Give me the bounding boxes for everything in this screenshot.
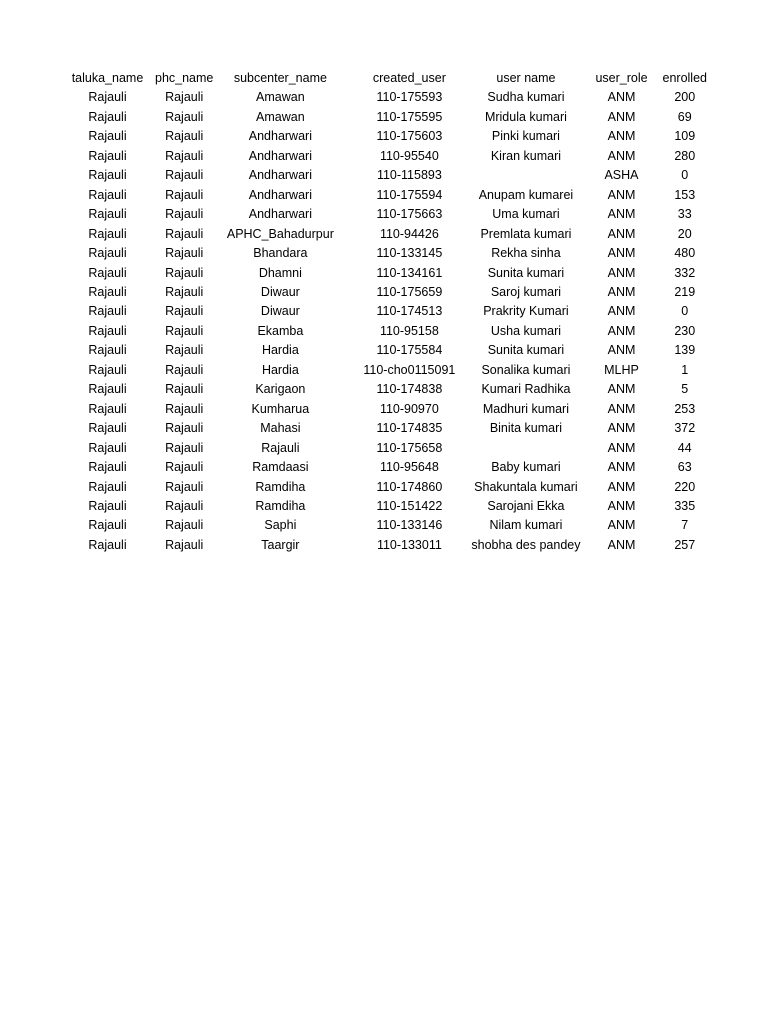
user-name-cell: Uma kumari	[492, 207, 560, 222]
taluka-name-cell: Rajauli	[88, 90, 127, 105]
created-user-cell: 110-151422	[376, 498, 443, 513]
taluka-name-cell: Rajauli	[88, 401, 127, 416]
subcenter-name-cell: Diwaur	[260, 284, 300, 299]
table-row	[60, 439, 707, 458]
created-user-cell: 110-175593	[376, 90, 443, 105]
created-user-cell: 110-174838	[376, 382, 443, 397]
user-role-cell: ASHA	[604, 168, 639, 183]
phc-name-cell: Rajauli	[165, 148, 204, 163]
enrolled-cell: 69	[677, 109, 692, 124]
user-role-cell: ANM	[607, 323, 636, 338]
phc-name-cell: Rajauli	[165, 498, 204, 513]
taluka-name-cell: Rajauli	[88, 187, 127, 202]
phc-name-cell: Rajauli	[165, 246, 204, 261]
user-role-cell: ANM	[607, 304, 636, 319]
taluka-name-cell: Rajauli	[88, 168, 127, 183]
taluka-name-cell: Rajauli	[88, 284, 127, 299]
user-name-cell: Saroj kumari	[490, 284, 562, 299]
taluka-name-cell: Rajauli	[88, 226, 127, 241]
table-header-row	[60, 69, 707, 88]
user-name-cell	[471, 439, 580, 458]
created-user-cell: 110-175584	[376, 343, 443, 358]
column-header-enrolled: enrolled	[662, 71, 707, 85]
enrolled-cell: 63	[677, 460, 692, 475]
enrolled-cell: 33	[677, 207, 692, 222]
subcenter-name-cell: Rajauli	[261, 440, 300, 455]
taluka-name-cell: Rajauli	[88, 518, 127, 533]
phc-name-cell: Rajauli	[165, 187, 204, 202]
user-role-cell: ANM	[607, 129, 636, 144]
enrolled-cell: 253	[674, 401, 696, 416]
user-name-cell: Shakuntala kumari	[474, 479, 578, 494]
user-name-cell: Rekha sinha	[491, 246, 561, 261]
phc-name-cell: Rajauli	[165, 109, 204, 124]
created-user-cell: 110-133011	[376, 537, 442, 552]
user-role-cell: ANM	[607, 187, 636, 202]
table-row	[60, 322, 707, 341]
created-user-cell: 110-175659	[376, 284, 443, 299]
enrolled-cell: 7	[681, 518, 689, 533]
taluka-name-cell: Rajauli	[88, 304, 127, 319]
subcenter-name-cell: Mahasi	[260, 421, 301, 436]
subcenter-name-cell: Andharwari	[248, 187, 312, 202]
document-page	[60, 69, 707, 555]
table-row	[60, 400, 707, 419]
table-row	[60, 283, 707, 302]
enrolled-cell: 257	[674, 537, 696, 552]
table-row	[60, 302, 707, 321]
enrolled-cell: 0	[681, 304, 689, 319]
user-role-cell: ANM	[607, 401, 636, 416]
column-header-taluka-name: taluka_name	[71, 71, 144, 85]
user-name-cell	[471, 166, 580, 185]
column-header-user-role: user_role	[595, 71, 648, 85]
user-role-cell: ANM	[607, 382, 636, 397]
taluka-name-cell: Rajauli	[88, 323, 127, 338]
user-name-cell: Binita kumari	[489, 421, 563, 436]
phc-name-cell: Rajauli	[165, 284, 204, 299]
created-user-cell: 110-174513	[376, 304, 443, 319]
taluka-name-cell: Rajauli	[88, 537, 127, 552]
user-name-cell: Sonalika kumari	[481, 362, 571, 377]
user-role-cell: ANM	[607, 90, 636, 105]
user-name-cell: Usha kumari	[490, 323, 562, 338]
user-name-cell: Madhuri kumari	[482, 401, 569, 416]
column-header-user-name: user name	[496, 71, 556, 85]
table-row	[60, 341, 707, 360]
user-name-cell: Nilam kumari	[489, 518, 563, 533]
created-user-cell: 110-95540	[379, 148, 439, 163]
user-role-cell: ANM	[607, 440, 636, 455]
subcenter-name-cell: Ramdiha	[255, 479, 306, 494]
enrolled-cell: 480	[674, 246, 696, 261]
data-table	[60, 69, 707, 555]
user-name-cell: Anupam kumarei	[478, 187, 574, 202]
subcenter-name-cell: Karigaon	[255, 382, 306, 397]
user-role-cell: ANM	[607, 537, 636, 552]
user-name-cell: shobha des pandey	[471, 537, 581, 552]
created-user-cell: 110-175595	[376, 109, 443, 124]
phc-name-cell: Rajauli	[165, 382, 204, 397]
table-row	[60, 205, 707, 224]
subcenter-name-cell: Taargir	[261, 537, 300, 552]
phc-name-cell: Rajauli	[165, 207, 204, 222]
created-user-cell: 110-175594	[376, 187, 443, 202]
subcenter-name-cell: Diwaur	[260, 304, 300, 319]
enrolled-cell: 230	[674, 323, 696, 338]
enrolled-cell: 219	[674, 284, 696, 299]
phc-name-cell: Rajauli	[165, 304, 204, 319]
phc-name-cell: Rajauli	[165, 460, 204, 475]
taluka-name-cell: Rajauli	[88, 265, 127, 280]
enrolled-cell: 335	[674, 498, 696, 513]
column-header-subcenter-name: subcenter_name	[233, 71, 327, 85]
phc-name-cell: Rajauli	[165, 401, 204, 416]
subcenter-name-cell: Andharwari	[248, 207, 312, 222]
table-row	[60, 361, 707, 380]
table-row	[60, 166, 707, 185]
table-row	[60, 536, 707, 555]
created-user-cell: 110-175658	[376, 440, 443, 455]
taluka-name-cell: Rajauli	[88, 421, 127, 436]
user-name-cell: Kiran kumari	[490, 148, 562, 163]
created-user-cell: 110-90970	[379, 401, 439, 416]
user-role-cell: ANM	[607, 207, 636, 222]
subcenter-name-cell: Hardia	[261, 362, 299, 377]
user-name-cell: Sudha kumari	[487, 90, 565, 105]
taluka-name-cell: Rajauli	[88, 129, 127, 144]
phc-name-cell: Rajauli	[165, 537, 204, 552]
phc-name-cell: Rajauli	[165, 90, 204, 105]
column-header-phc-name: phc_name	[155, 71, 214, 85]
created-user-cell: 110-95648	[379, 460, 439, 475]
subcenter-name-cell: APHC_Bahadurpur	[226, 226, 334, 241]
subcenter-name-cell: Andharwari	[248, 129, 312, 144]
user-role-cell: ANM	[607, 518, 636, 533]
taluka-name-cell: Rajauli	[88, 362, 127, 377]
phc-name-cell: Rajauli	[165, 421, 204, 436]
subcenter-name-cell: Amawan	[256, 90, 305, 105]
phc-name-cell: Rajauli	[165, 129, 204, 144]
user-role-cell: MLHP	[604, 362, 639, 377]
taluka-name-cell: Rajauli	[88, 498, 127, 513]
phc-name-cell: Rajauli	[165, 518, 204, 533]
enrolled-cell: 5	[681, 382, 689, 397]
enrolled-cell: 200	[674, 90, 696, 105]
user-name-cell: Sunita kumari	[487, 343, 565, 358]
taluka-name-cell: Rajauli	[88, 479, 127, 494]
user-name-cell: Premlata kumari	[480, 226, 572, 241]
phc-name-cell: Rajauli	[165, 265, 204, 280]
taluka-name-cell: Rajauli	[88, 460, 127, 475]
user-name-cell: Prakrity Kumari	[483, 304, 569, 319]
phc-name-cell: Rajauli	[165, 362, 204, 377]
table-row	[60, 380, 707, 399]
enrolled-cell: 0	[681, 168, 689, 183]
table-row	[60, 478, 707, 497]
subcenter-name-cell: Saphi	[264, 518, 297, 533]
taluka-name-cell: Rajauli	[88, 148, 127, 163]
table-row	[60, 127, 707, 146]
enrolled-cell: 109	[674, 129, 696, 144]
subcenter-name-cell: Ramdaasi	[252, 460, 309, 475]
user-role-cell: ANM	[607, 460, 636, 475]
phc-name-cell: Rajauli	[165, 168, 204, 183]
user-role-cell: ANM	[607, 421, 636, 436]
subcenter-name-cell: Andharwari	[248, 168, 312, 183]
enrolled-cell: 332	[674, 265, 696, 280]
user-name-cell: Sunita kumari	[487, 265, 565, 280]
enrolled-cell: 220	[674, 479, 696, 494]
column-header-created-user: created_user	[372, 71, 446, 85]
phc-name-cell: Rajauli	[165, 226, 204, 241]
enrolled-cell: 280	[674, 148, 696, 163]
enrolled-cell: 1	[681, 362, 689, 377]
enrolled-cell: 153	[674, 187, 696, 202]
user-role-cell: ANM	[607, 265, 636, 280]
user-name-cell: Sarojani Ekka	[487, 498, 565, 513]
table-row	[60, 419, 707, 438]
taluka-name-cell: Rajauli	[88, 246, 127, 261]
subcenter-name-cell: Hardia	[261, 343, 299, 358]
enrolled-cell: 139	[674, 343, 696, 358]
created-user-cell: 110-133145	[376, 246, 443, 261]
enrolled-cell: 372	[674, 421, 696, 436]
created-user-cell: 110-95158	[379, 323, 439, 338]
table-row	[60, 108, 707, 127]
taluka-name-cell: Rajauli	[88, 382, 127, 397]
table-row	[60, 225, 707, 244]
user-role-cell: ANM	[607, 246, 636, 261]
taluka-name-cell: Rajauli	[88, 109, 127, 124]
user-role-cell: ANM	[607, 479, 636, 494]
user-name-cell: Mridula kumari	[484, 109, 567, 124]
subcenter-name-cell: Kumharua	[251, 401, 310, 416]
phc-name-cell: Rajauli	[165, 440, 204, 455]
subcenter-name-cell: Dhamni	[258, 265, 302, 280]
created-user-cell: 110-cho0115091	[363, 362, 456, 377]
created-user-cell: 110-174860	[376, 479, 443, 494]
table-row	[60, 186, 707, 205]
taluka-name-cell: Rajauli	[88, 343, 127, 358]
user-role-cell: ANM	[607, 284, 636, 299]
phc-name-cell: Rajauli	[165, 479, 204, 494]
user-role-cell: ANM	[607, 148, 636, 163]
created-user-cell: 110-134161	[376, 265, 443, 280]
table-row	[60, 264, 707, 283]
table-row	[60, 497, 707, 516]
subcenter-name-cell: Ramdiha	[255, 498, 306, 513]
user-name-cell: Pinki kumari	[491, 129, 560, 144]
subcenter-name-cell: Andharwari	[248, 148, 312, 163]
table-row	[60, 458, 707, 477]
taluka-name-cell: Rajauli	[88, 440, 127, 455]
subcenter-name-cell: Bhandara	[253, 246, 308, 261]
user-role-cell: ANM	[607, 498, 636, 513]
table-row	[60, 147, 707, 166]
taluka-name-cell: Rajauli	[88, 207, 127, 222]
phc-name-cell: Rajauli	[165, 343, 204, 358]
user-role-cell: ANM	[607, 109, 636, 124]
table-row	[60, 244, 707, 263]
enrolled-cell: 20	[677, 226, 692, 241]
enrolled-cell: 44	[677, 440, 692, 455]
user-role-cell: ANM	[607, 226, 636, 241]
user-name-cell: Kumari Radhika	[481, 382, 571, 397]
created-user-cell: 110-115893	[376, 168, 442, 183]
created-user-cell: 110-175663	[376, 207, 443, 222]
subcenter-name-cell: Amawan	[256, 109, 305, 124]
table-row	[60, 88, 707, 107]
subcenter-name-cell: Ekamba	[257, 323, 304, 338]
phc-name-cell: Rajauli	[165, 323, 204, 338]
created-user-cell: 110-94426	[379, 226, 439, 241]
table-body	[60, 88, 707, 555]
created-user-cell: 110-175603	[376, 129, 443, 144]
user-role-cell: ANM	[607, 343, 636, 358]
user-name-cell: Baby kumari	[491, 460, 561, 475]
created-user-cell: 110-133146	[376, 518, 443, 533]
table-row	[60, 516, 707, 535]
created-user-cell: 110-174835	[376, 421, 443, 436]
